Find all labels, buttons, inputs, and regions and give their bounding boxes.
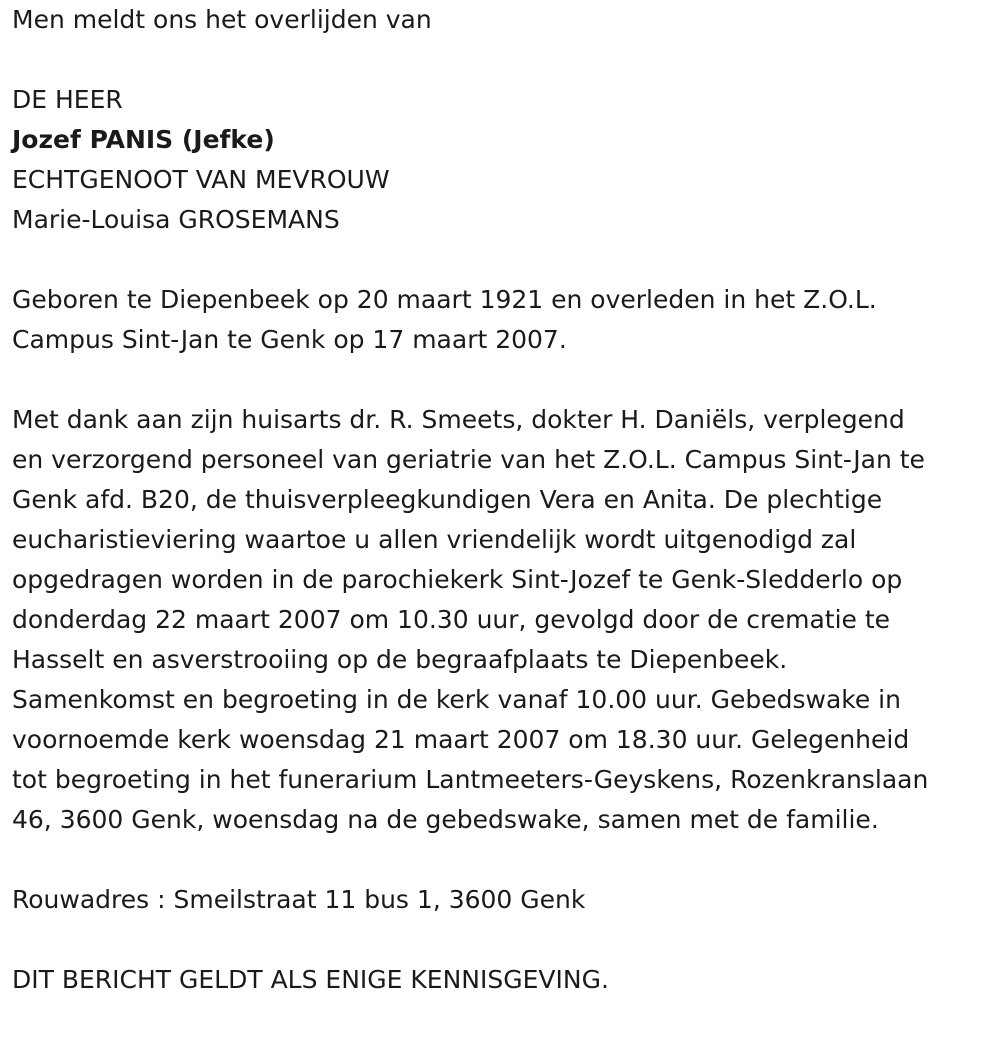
spacer: [12, 240, 988, 280]
paragraph-line: 46, 3600 Genk, woensdag na de gebedswake, samen met de familie.: [12, 805, 879, 834]
spacer: [12, 360, 988, 400]
paragraph-line: Met dank aan zijn huisarts dr. R. Smeets, dokter H. Daniëls, verplegend: [12, 405, 905, 434]
spouse-title: ECHTGENOOT VAN MEVROUW: [12, 165, 390, 194]
paragraph-line: tot begroeting in het funerarium Lantmeeters-Geyskens, Rozenkranslaan: [12, 765, 929, 794]
spouse-name: Marie-Louisa GROSEMANS: [12, 205, 340, 234]
paragraph-line: en verzorgend personeel van geriatrie van het Z.O.L. Campus Sint-Jan te: [12, 445, 925, 474]
spacer: [12, 40, 988, 80]
paragraph-line: donderdag 22 maart 2007 om 10.30 uur, gevolgd door de crematie te: [12, 605, 891, 634]
thanks-ceremony-paragraph: [12, 400, 988, 840]
closing-statement: DIT BERICHT GELDT ALS ENIGE KENNISGEVING.: [12, 965, 609, 994]
paragraph-line: Genk afd. B20, de thuisverpleegkundigen Vera en Anita. De plechtige: [12, 485, 883, 514]
paragraph-line: Samenkomst en begroeting in de kerk vanaf 10.00 uur. Gebedswake in: [12, 685, 901, 714]
paragraph-line: voornoemde kerk woensdag 21 maart 2007 om 18.30 uur. Gelegenheid: [12, 725, 910, 754]
paragraph-line: opgedragen worden in de parochiekerk Sint-Jozef te Genk-Sledderlo op: [12, 565, 903, 594]
spacer: [12, 920, 988, 960]
title-text: DE HEER: [12, 85, 123, 114]
birth-death-paragraph: [12, 280, 988, 360]
paragraph-line: eucharistieviering waartoe u allen vriendelijk wordt uitgenodigd zal: [12, 525, 857, 554]
paragraph-line: Hasselt en asverstrooiing op de begraafplaats te Diepenbeek.: [12, 645, 788, 674]
spacer: [12, 840, 988, 880]
mourning-address: Rouwadres : Smeilstraat 11 bus 1, 3600 Genk: [12, 885, 586, 914]
intro-text: Men meldt ons het overlijden van: [12, 5, 432, 34]
paragraph-line: Geboren te Diepenbeek op 20 maart 1921 en overleden in het Z.O.L.: [12, 285, 877, 314]
paragraph-line: Campus Sint-Jan te Genk op 17 maart 2007.: [12, 325, 567, 354]
deceased-name: Jozef PANIS (Jefke): [12, 125, 275, 154]
death-notice: [12, 0, 988, 1000]
